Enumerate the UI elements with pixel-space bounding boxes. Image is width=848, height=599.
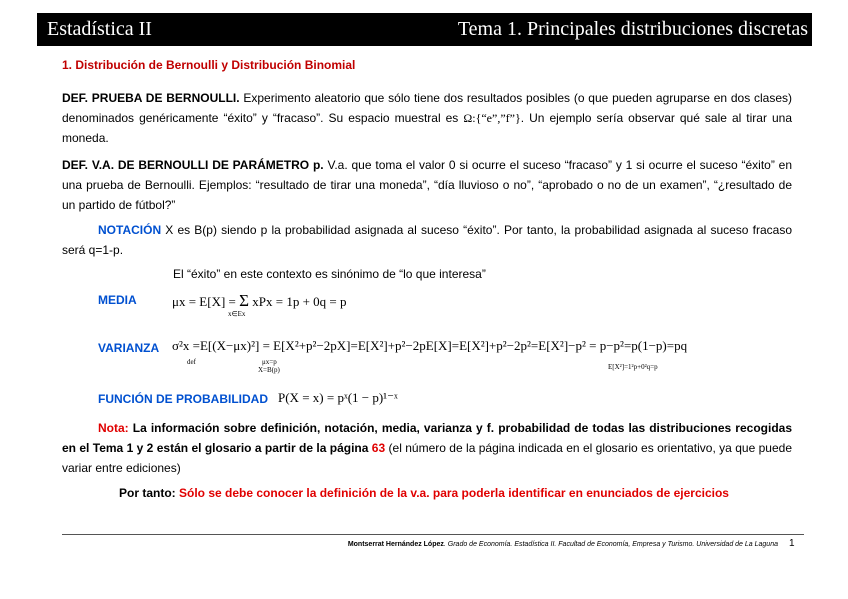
sample-space: Ω:{“e”,”f”} [463, 111, 521, 125]
notation-label: NOTACIÓN [98, 223, 162, 237]
variance-mu-mark: μx=p [262, 358, 277, 366]
mean-rhs: xPx = 1p + 0q = p [249, 294, 347, 309]
variance-x-mark: X=B(p) [258, 366, 280, 374]
mean-formula [172, 291, 347, 311]
def2-text: V.a. que toma el valor 0 si ocurre el suceso “fracaso” y 1 si ocurre el suceso “éxito” en una prueba de Bernoulli. Ejemplos: “resultado de tirar una moneda”, “día lluvioso o no”, “aprobado o no de un examen”, “¿resultado de un partido de fútbol?” [62, 158, 792, 212]
footer-credit [348, 541, 778, 548]
def-bernoulli-trial [62, 88, 792, 148]
note-page: 63 [371, 441, 386, 455]
note-label: Nota: [98, 421, 129, 435]
mean-lhs: μx = E[X] = [172, 294, 240, 309]
pmf-label: FUNCIÓN DE PROBABILIDAD [98, 392, 268, 406]
def1-term: DEF. PRUEBA DE BERNOULLI. [62, 91, 240, 105]
conclusion-text: Sólo se debe conocer la definición de la v.a. para poderla identificar en enunciados de ejercicios [179, 486, 729, 500]
variance-ex2-mark: E[X²]=1²p+0²q=p [608, 363, 658, 371]
variance-label: VARIANZA [98, 341, 160, 355]
conclusion-line [0, 486, 848, 500]
topic-title: Tema 1. Principales distribuciones discretas [457, 18, 808, 40]
variance-formula: σ²x =E[(X−μx)²] = E[X²+p²−2pX]=E[X²]+p²−2pE[X]=E[X²]+p²−2p²=E[X²]−p² = p−p²=p(1−p)=pq [172, 338, 688, 353]
variance-def-mark: def [187, 358, 196, 366]
conclusion-label: Por tanto: [119, 486, 180, 500]
pmf-formula: P(X = x) = pˣ(1 − p)¹⁻ˣ [278, 390, 398, 405]
mean-label: MEDIA [98, 293, 137, 307]
def1-text2: . Un ejemplo sería observar qué sale al tirar una moneda. [62, 111, 792, 145]
course-title: Estadística II [47, 18, 152, 40]
sum-subscript: x∈Ex [228, 310, 246, 318]
exito-note: El “éxito” en este contexto es sinónimo de “lo que interesa” [173, 267, 486, 281]
notation-text: X es B(p) siendo p la probabilidad asignada al suceso “éxito”. Por tanto, la probabilidad asignada al suceso fracaso será q=1-p. [62, 223, 792, 257]
sum-symbol: Σ [239, 291, 250, 310]
footer-text: . Grado de Economía. Estadística II. Facultad de Economía, Empresa y Turismo. Universidad de La Laguna [443, 541, 778, 548]
footer-divider [62, 534, 804, 535]
footer-author: Montserrat Hernández López [347, 541, 444, 548]
def1-text1: Experimento aleatorio que sólo tiene dos resultados posibles (o que pueden agruparse en dos clases) denominados genéricamente “éxito” y “fracaso”. Su espacio muestral es [62, 91, 793, 125]
note-text2: (el número de la página indicada en el glosario es orientativo, ya que puede variar entre ediciones) [62, 441, 792, 475]
note-paragraph [62, 418, 792, 478]
header-bar [37, 13, 812, 46]
page-number: 1 [789, 538, 795, 549]
def2-term: DEF. V.A. DE BERNOULLI DE PARÁMETRO p. [62, 158, 324, 172]
note-text1: La información sobre definición, notación, media, varianza y f. probabilidad de todas las distribuciones recogidas en el Tema 1 y 2 están el glosario a partir de la página [62, 421, 792, 455]
section-title: 1. Distribución de Bernoulli y Distribución Binomial [62, 58, 356, 72]
notation-paragraph [62, 220, 792, 260]
def-bernoulli-rv [62, 155, 792, 215]
